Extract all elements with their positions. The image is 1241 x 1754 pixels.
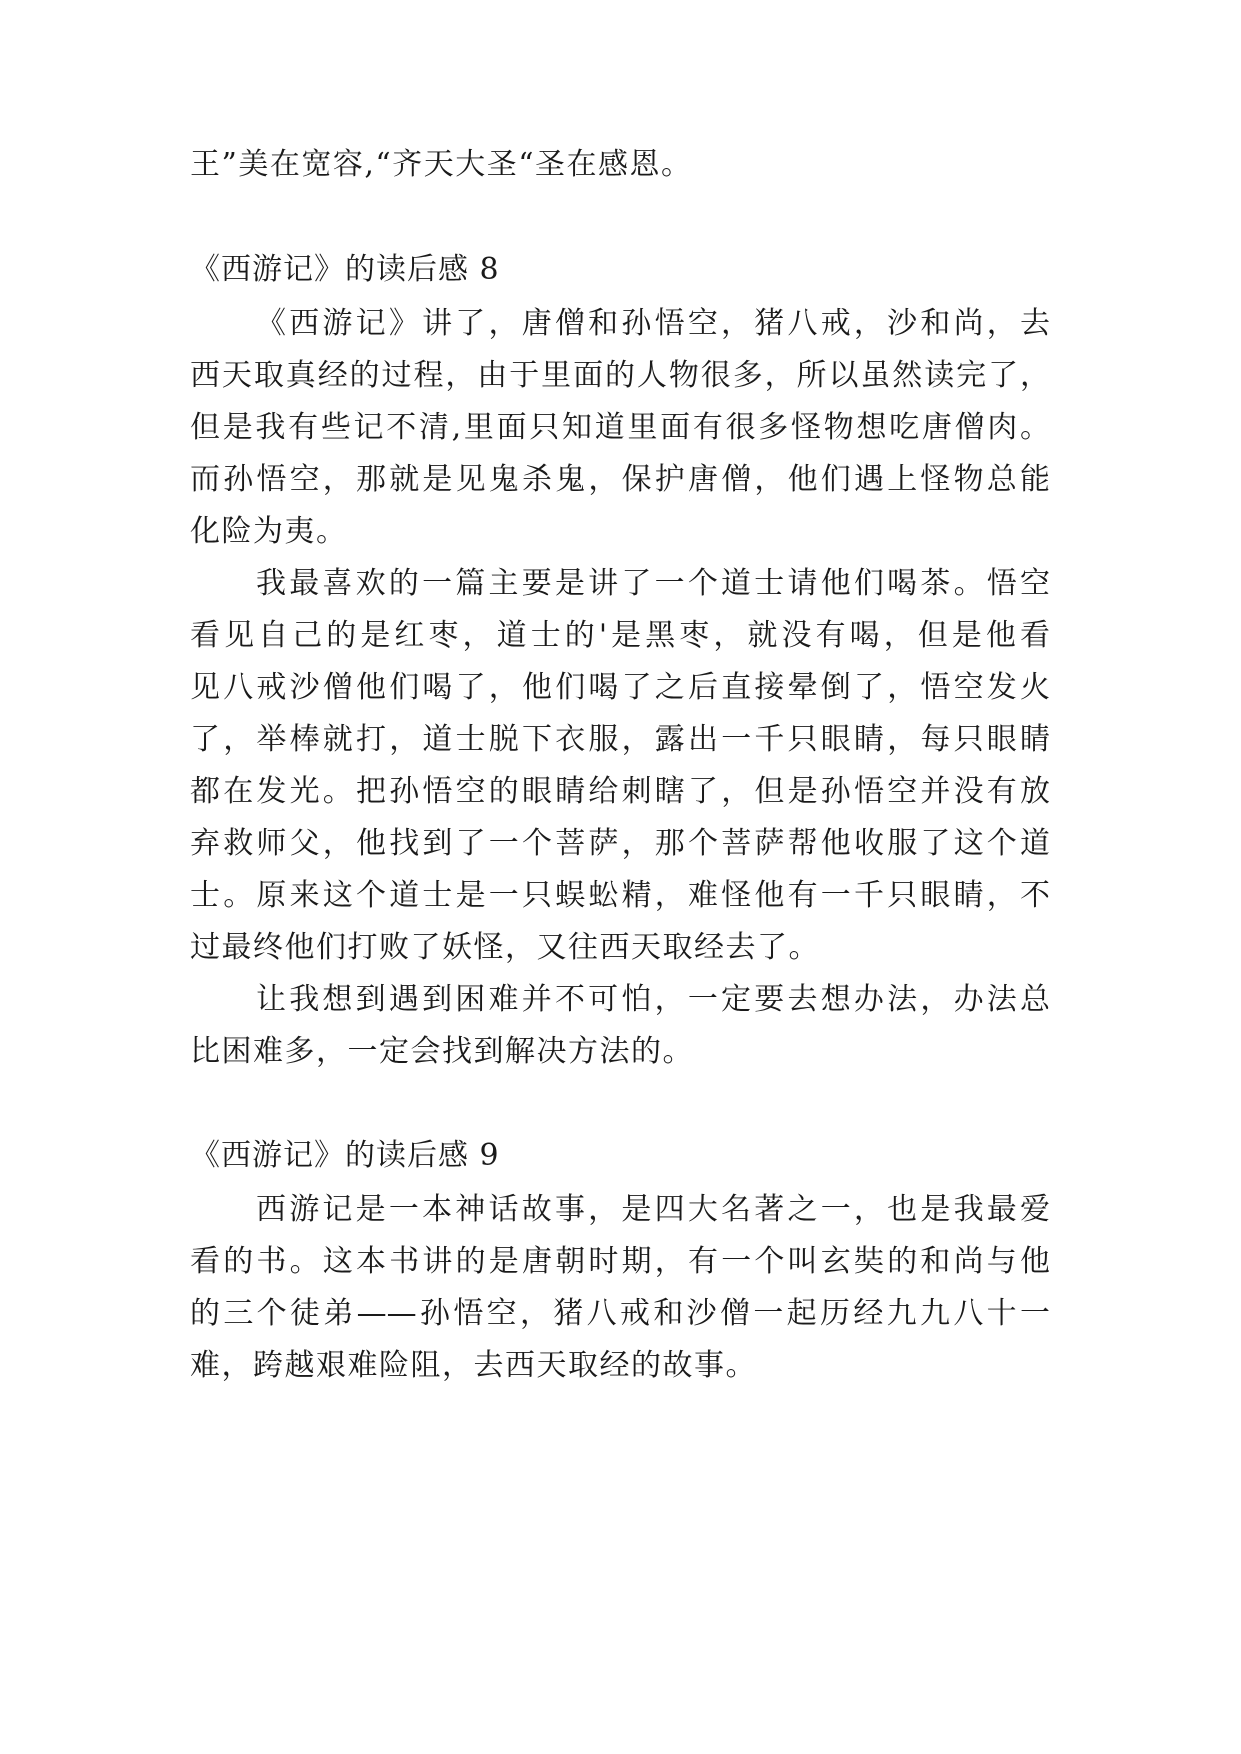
text-line: 而孙悟空，那就是见鬼杀鬼，保护唐僧，他们遇上怪物总能 — [190, 462, 1050, 497]
text-line: 西游记是一本神话故事，是四大名著之一，也是我最爱 — [256, 1192, 1050, 1227]
intro-text-line: 王”美在宽容,“齐天大圣“圣在感恩。 — [190, 147, 693, 182]
text-line: 看见自己的是红枣，道士的'是黑枣，就没有喝，但是他看 — [190, 618, 1050, 653]
text-line: 难，跨越艰难险阻，去西天取经的故事。 — [190, 1348, 757, 1383]
text-line: 弃救师父，他找到了一个菩萨，那个菩萨帮他收服了这个道 — [190, 826, 1050, 861]
essay-8-title: 《西游记》的读后感 8 — [190, 252, 500, 287]
text-line: 见八戒沙僧他们喝了，他们喝了之后直接晕倒了，悟空发火 — [190, 670, 1050, 705]
text-line: 过最终他们打败了妖怪，又往西天取经去了。 — [190, 930, 820, 965]
text-line: 士。原来这个道士是一只蜈蚣精，难怪他有一千只眼睛，不 — [190, 878, 1050, 913]
text-line: 但是我有些记不清,里面只知道里面有很多怪物想吃唐僧肉。 — [190, 410, 1050, 445]
text-line: 我最喜欢的一篇主要是讲了一个道士请他们喝茶。悟空 — [256, 566, 1050, 601]
text-line: 都在发光。把孙悟空的眼睛给刺瞎了，但是孙悟空并没有放 — [190, 774, 1050, 809]
text-line: 让我想到遇到困难并不可怕，一定要去想办法，办法总 — [256, 982, 1050, 1017]
text-line: 《西游记》讲了，唐僧和孙悟空，猪八戒，沙和尚，去 — [256, 306, 1050, 341]
text-line: 的三个徒弟——孙悟空，猪八戒和沙僧一起历经九九八十一 — [190, 1296, 1050, 1331]
text-line: 西天取真经的过程，由于里面的人物很多，所以虽然读完了， — [190, 358, 1050, 393]
text-line: 比困难多，一定会找到解决方法的。 — [190, 1034, 694, 1069]
text-line: 看的书。这本书讲的是唐朝时期，有一个叫玄奘的和尚与他 — [190, 1244, 1050, 1279]
text-line: 化险为夷。 — [190, 514, 348, 549]
text-line: 了，举棒就打，道士脱下衣服，露出一千只眼睛，每只眼睛 — [190, 722, 1050, 757]
essay-9-title: 《西游记》的读后感 9 — [190, 1138, 500, 1173]
